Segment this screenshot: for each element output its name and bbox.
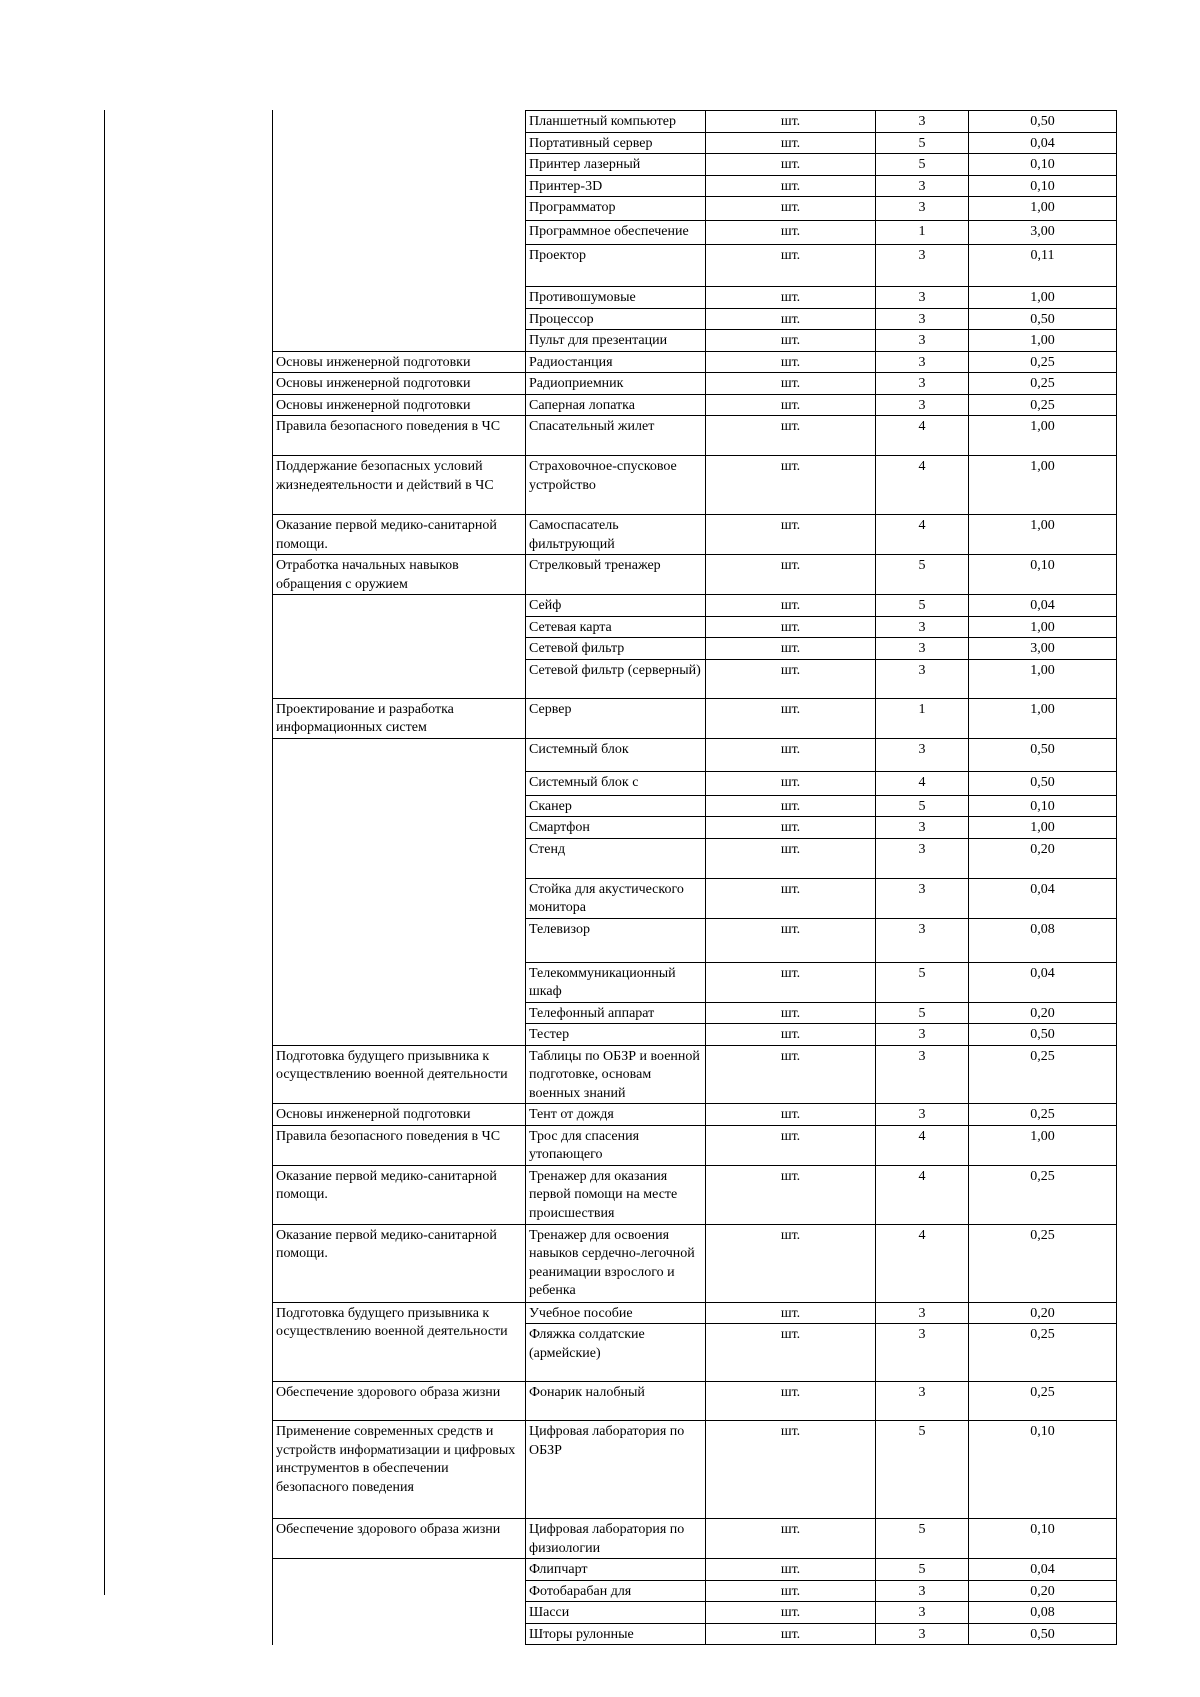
item-quantity: 5 xyxy=(876,795,969,817)
table-row xyxy=(273,1302,1117,1324)
item-value: 0,10 xyxy=(969,1421,1117,1519)
item-unit: шт. xyxy=(706,1559,876,1581)
item-value: 0,25 xyxy=(969,394,1117,416)
table-row xyxy=(273,555,1117,595)
item-name: Учебное пособие xyxy=(526,1302,706,1324)
item-value: 0,20 xyxy=(969,838,1117,878)
item-unit: шт. xyxy=(706,197,876,221)
section-cell: Основы инженерной подготовки xyxy=(273,351,526,373)
item-unit: шт. xyxy=(706,287,876,309)
item-name: Сетевой фильтр xyxy=(526,638,706,660)
table-row xyxy=(273,1165,1117,1224)
item-value: 3,00 xyxy=(969,638,1117,660)
item-value: 1,00 xyxy=(969,817,1117,839)
item-quantity: 3 xyxy=(876,330,969,352)
item-name: Телефонный аппарат xyxy=(526,1002,706,1024)
item-value: 0,10 xyxy=(969,1519,1117,1559)
section-cell: Поддержание безопасных условий жизнедеятельности и действий в ЧС xyxy=(273,456,526,515)
item-quantity: 3 xyxy=(876,308,969,330)
item-name: Фотобарабан для xyxy=(526,1580,706,1602)
item-unit: шт. xyxy=(706,1002,876,1024)
item-unit: шт. xyxy=(706,698,876,738)
item-name: Тент от дождя xyxy=(526,1104,706,1126)
item-name: Телевизор xyxy=(526,918,706,962)
item-quantity: 3 xyxy=(876,738,969,771)
item-quantity: 3 xyxy=(876,245,969,287)
item-quantity: 3 xyxy=(876,659,969,698)
item-quantity: 3 xyxy=(876,394,969,416)
item-unit: шт. xyxy=(706,1024,876,1046)
section-cell: Основы инженерной подготовки xyxy=(273,1104,526,1126)
item-unit: шт. xyxy=(706,1125,876,1165)
item-value: 0,25 xyxy=(969,1165,1117,1224)
item-quantity: 4 xyxy=(876,1165,969,1224)
section-cell: Основы инженерной подготовки xyxy=(273,394,526,416)
item-value: 0,11 xyxy=(969,245,1117,287)
table-row xyxy=(273,515,1117,555)
section-cell: Подготовка будущего призывника к осуществлению военной деятельности xyxy=(273,1302,526,1382)
item-name: Телекоммуникационный шкаф xyxy=(526,962,706,1002)
item-unit: шт. xyxy=(706,738,876,771)
item-quantity: 3 xyxy=(876,1302,969,1324)
item-name: Тестер xyxy=(526,1024,706,1046)
item-quantity: 5 xyxy=(876,555,969,595)
item-quantity: 4 xyxy=(876,1224,969,1302)
item-name: Системный блок с xyxy=(526,771,706,795)
table-row xyxy=(273,351,1117,373)
item-name: Стрелковый тренажер xyxy=(526,555,706,595)
item-value: 1,00 xyxy=(969,456,1117,515)
section-cell: Основы инженерной подготовки xyxy=(273,373,526,395)
item-quantity: 3 xyxy=(876,1024,969,1046)
item-quantity: 5 xyxy=(876,1002,969,1024)
item-value: 1,00 xyxy=(969,416,1117,456)
section-cell: Оказание первой медико-санитарной помощи. xyxy=(273,1224,526,1302)
item-quantity: 5 xyxy=(876,1421,969,1519)
item-name: Планшетный компьютер xyxy=(526,111,706,133)
item-unit: шт. xyxy=(706,838,876,878)
item-name: Шторы рулонные xyxy=(526,1623,706,1645)
table-row xyxy=(273,1519,1117,1559)
item-value: 0,25 xyxy=(969,373,1117,395)
item-quantity: 3 xyxy=(876,838,969,878)
item-quantity: 3 xyxy=(876,918,969,962)
item-quantity: 3 xyxy=(876,197,969,221)
item-name: Процессор xyxy=(526,308,706,330)
item-value: 0,25 xyxy=(969,1104,1117,1126)
item-quantity: 3 xyxy=(876,287,969,309)
item-unit: шт. xyxy=(706,817,876,839)
item-value: 0,10 xyxy=(969,175,1117,197)
section-cell: Обеспечение здорового образа жизни xyxy=(273,1382,526,1421)
item-value: 1,00 xyxy=(969,197,1117,221)
item-unit: шт. xyxy=(706,1224,876,1302)
item-quantity: 4 xyxy=(876,456,969,515)
item-name: Цифровая лаборатория по физиологии xyxy=(526,1519,706,1559)
item-quantity: 3 xyxy=(876,1602,969,1624)
item-quantity: 3 xyxy=(876,817,969,839)
table-row xyxy=(273,1382,1117,1421)
item-quantity: 3 xyxy=(876,638,969,660)
item-unit: шт. xyxy=(706,175,876,197)
item-unit: шт. xyxy=(706,1302,876,1324)
item-value: 0,08 xyxy=(969,918,1117,962)
item-name: Страховочное-спусковое устройство xyxy=(526,456,706,515)
item-value: 0,25 xyxy=(969,351,1117,373)
item-unit: шт. xyxy=(706,330,876,352)
item-name: Радиоприемник xyxy=(526,373,706,395)
item-name: Принтер-3D xyxy=(526,175,706,197)
item-value: 1,00 xyxy=(969,515,1117,555)
item-unit: шт. xyxy=(706,659,876,698)
item-unit: шт. xyxy=(706,616,876,638)
table-row xyxy=(273,698,1117,738)
section-cell xyxy=(273,111,526,352)
left-border-line xyxy=(104,110,105,1595)
item-name: Фонарик налобный xyxy=(526,1382,706,1421)
item-unit: шт. xyxy=(706,962,876,1002)
item-quantity: 3 xyxy=(876,111,969,133)
item-value: 0,10 xyxy=(969,154,1117,176)
item-unit: шт. xyxy=(706,221,876,245)
item-value: 0,20 xyxy=(969,1302,1117,1324)
item-unit: шт. xyxy=(706,1165,876,1224)
item-quantity: 4 xyxy=(876,515,969,555)
item-name: Сетевая карта xyxy=(526,616,706,638)
item-unit: шт. xyxy=(706,878,876,918)
item-name: Сервер xyxy=(526,698,706,738)
equipment-table xyxy=(272,110,1117,1645)
section-cell: Обеспечение здорового образа жизни xyxy=(273,1519,526,1559)
item-unit: шт. xyxy=(706,394,876,416)
section-cell xyxy=(273,738,526,1045)
item-unit: шт. xyxy=(706,456,876,515)
item-name: Сейф xyxy=(526,595,706,617)
item-name: Тренажер для освоения навыков сердечно-легочной реанимации взрослого и ребенка xyxy=(526,1224,706,1302)
item-quantity: 3 xyxy=(876,1580,969,1602)
item-unit: шт. xyxy=(706,1104,876,1126)
item-value: 1,00 xyxy=(969,287,1117,309)
item-unit: шт. xyxy=(706,1324,876,1382)
item-value: 0,04 xyxy=(969,1559,1117,1581)
item-value: 0,25 xyxy=(969,1324,1117,1382)
item-quantity: 3 xyxy=(876,1045,969,1104)
item-value: 0,50 xyxy=(969,1623,1117,1645)
item-name: Радиостанция xyxy=(526,351,706,373)
item-quantity: 5 xyxy=(876,595,969,617)
item-value: 0,25 xyxy=(969,1045,1117,1104)
item-value: 1,00 xyxy=(969,616,1117,638)
item-quantity: 3 xyxy=(876,373,969,395)
item-value: 3,00 xyxy=(969,221,1117,245)
section-cell: Подготовка будущего призывника к осуществлению военной деятельности xyxy=(273,1045,526,1104)
item-quantity: 4 xyxy=(876,416,969,456)
section-cell: Правила безопасного поведения в ЧС xyxy=(273,416,526,456)
item-unit: шт. xyxy=(706,1421,876,1519)
item-name: Тренажер для оказания первой помощи на месте происшествия xyxy=(526,1165,706,1224)
item-unit: шт. xyxy=(706,1045,876,1104)
item-unit: шт. xyxy=(706,595,876,617)
item-unit: шт. xyxy=(706,555,876,595)
item-name: Цифровая лаборатория по ОБЗР xyxy=(526,1421,706,1519)
item-value: 0,25 xyxy=(969,1382,1117,1421)
item-name: Фляжка солдатские (армейские) xyxy=(526,1324,706,1382)
table-row xyxy=(273,373,1117,395)
section-cell: Отработка начальных навыков обращения с оружием xyxy=(273,555,526,595)
item-name: Саперная лопатка xyxy=(526,394,706,416)
item-unit: шт. xyxy=(706,1382,876,1421)
item-quantity: 3 xyxy=(876,878,969,918)
item-name: Трос для спасения утопающего xyxy=(526,1125,706,1165)
item-name: Принтер лазерный xyxy=(526,154,706,176)
item-quantity: 5 xyxy=(876,154,969,176)
item-unit: шт. xyxy=(706,1623,876,1645)
item-quantity: 3 xyxy=(876,1324,969,1382)
table-row xyxy=(273,738,1117,771)
item-unit: шт. xyxy=(706,795,876,817)
item-value: 0,04 xyxy=(969,132,1117,154)
item-unit: шт. xyxy=(706,308,876,330)
item-unit: шт. xyxy=(706,1580,876,1602)
item-quantity: 4 xyxy=(876,1125,969,1165)
table-row xyxy=(273,595,1117,617)
item-name: Системный блок xyxy=(526,738,706,771)
item-name: Спасательный жилет xyxy=(526,416,706,456)
item-name: Шасси xyxy=(526,1602,706,1624)
item-value: 0,08 xyxy=(969,1602,1117,1624)
item-unit: шт. xyxy=(706,515,876,555)
table-row xyxy=(273,1559,1117,1581)
item-unit: шт. xyxy=(706,154,876,176)
item-name: Проектор xyxy=(526,245,706,287)
item-unit: шт. xyxy=(706,638,876,660)
item-value: 0,50 xyxy=(969,111,1117,133)
item-name: Пульт для презентации xyxy=(526,330,706,352)
item-unit: шт. xyxy=(706,1602,876,1624)
item-quantity: 1 xyxy=(876,698,969,738)
table-row xyxy=(273,1125,1117,1165)
item-quantity: 3 xyxy=(876,1382,969,1421)
item-value: 0,50 xyxy=(969,1024,1117,1046)
item-quantity: 5 xyxy=(876,962,969,1002)
table-row xyxy=(273,1224,1117,1302)
item-value: 0,10 xyxy=(969,555,1117,595)
item-quantity: 3 xyxy=(876,1623,969,1645)
item-unit: шт. xyxy=(706,132,876,154)
item-unit: шт. xyxy=(706,416,876,456)
item-value: 0,50 xyxy=(969,738,1117,771)
item-unit: шт. xyxy=(706,111,876,133)
item-value: 0,50 xyxy=(969,308,1117,330)
item-quantity: 3 xyxy=(876,1104,969,1126)
table-row xyxy=(273,1421,1117,1519)
item-value: 0,04 xyxy=(969,962,1117,1002)
item-name: Флипчарт xyxy=(526,1559,706,1581)
item-value: 1,00 xyxy=(969,330,1117,352)
item-unit: шт. xyxy=(706,771,876,795)
item-value: 0,04 xyxy=(969,878,1117,918)
item-name: Программатор xyxy=(526,197,706,221)
item-unit: шт. xyxy=(706,245,876,287)
item-quantity: 3 xyxy=(876,616,969,638)
item-quantity: 3 xyxy=(876,175,969,197)
table-row xyxy=(273,456,1117,515)
item-name: Таблицы по ОБЗР и военной подготовке, основам военных знаний xyxy=(526,1045,706,1104)
item-value: 0,04 xyxy=(969,595,1117,617)
item-name: Противошумовые xyxy=(526,287,706,309)
item-value: 0,10 xyxy=(969,795,1117,817)
item-unit: шт. xyxy=(706,918,876,962)
section-cell: Правила безопасного поведения в ЧС xyxy=(273,1125,526,1165)
item-quantity: 5 xyxy=(876,132,969,154)
table-row xyxy=(273,111,1117,133)
item-value: 1,00 xyxy=(969,1125,1117,1165)
item-name: Сканер xyxy=(526,795,706,817)
item-unit: шт. xyxy=(706,351,876,373)
item-unit: шт. xyxy=(706,373,876,395)
item-value: 0,25 xyxy=(969,1224,1117,1302)
item-quantity: 5 xyxy=(876,1519,969,1559)
item-value: 0,20 xyxy=(969,1580,1117,1602)
section-cell xyxy=(273,1559,526,1645)
item-quantity: 1 xyxy=(876,221,969,245)
item-value: 1,00 xyxy=(969,659,1117,698)
item-value: 0,50 xyxy=(969,771,1117,795)
item-name: Стойка для акустического монитора xyxy=(526,878,706,918)
item-quantity: 3 xyxy=(876,351,969,373)
section-cell: Оказание первой медико-санитарной помощи. xyxy=(273,515,526,555)
table-row xyxy=(273,394,1117,416)
item-name: Самоспасатель фильтрующий xyxy=(526,515,706,555)
section-cell xyxy=(273,595,526,699)
item-value: 0,20 xyxy=(969,1002,1117,1024)
section-cell: Применение современных средств и устройств информатизации и цифровых инструментов в обеспечении безопасного поведения xyxy=(273,1421,526,1519)
item-name: Портативный сервер xyxy=(526,132,706,154)
item-unit: шт. xyxy=(706,1519,876,1559)
item-quantity: 5 xyxy=(876,1559,969,1581)
section-cell: Оказание первой медико-санитарной помощи. xyxy=(273,1165,526,1224)
table-row xyxy=(273,1045,1117,1104)
item-name: Программное обеспечение xyxy=(526,221,706,245)
item-value: 1,00 xyxy=(969,698,1117,738)
table-row xyxy=(273,416,1117,456)
item-name: Сетевой фильтр (серверный) xyxy=(526,659,706,698)
item-name: Стенд xyxy=(526,838,706,878)
table-row xyxy=(273,1104,1117,1126)
section-cell: Проектирование и разработка информационных систем xyxy=(273,698,526,738)
item-name: Смартфон xyxy=(526,817,706,839)
item-quantity: 4 xyxy=(876,771,969,795)
